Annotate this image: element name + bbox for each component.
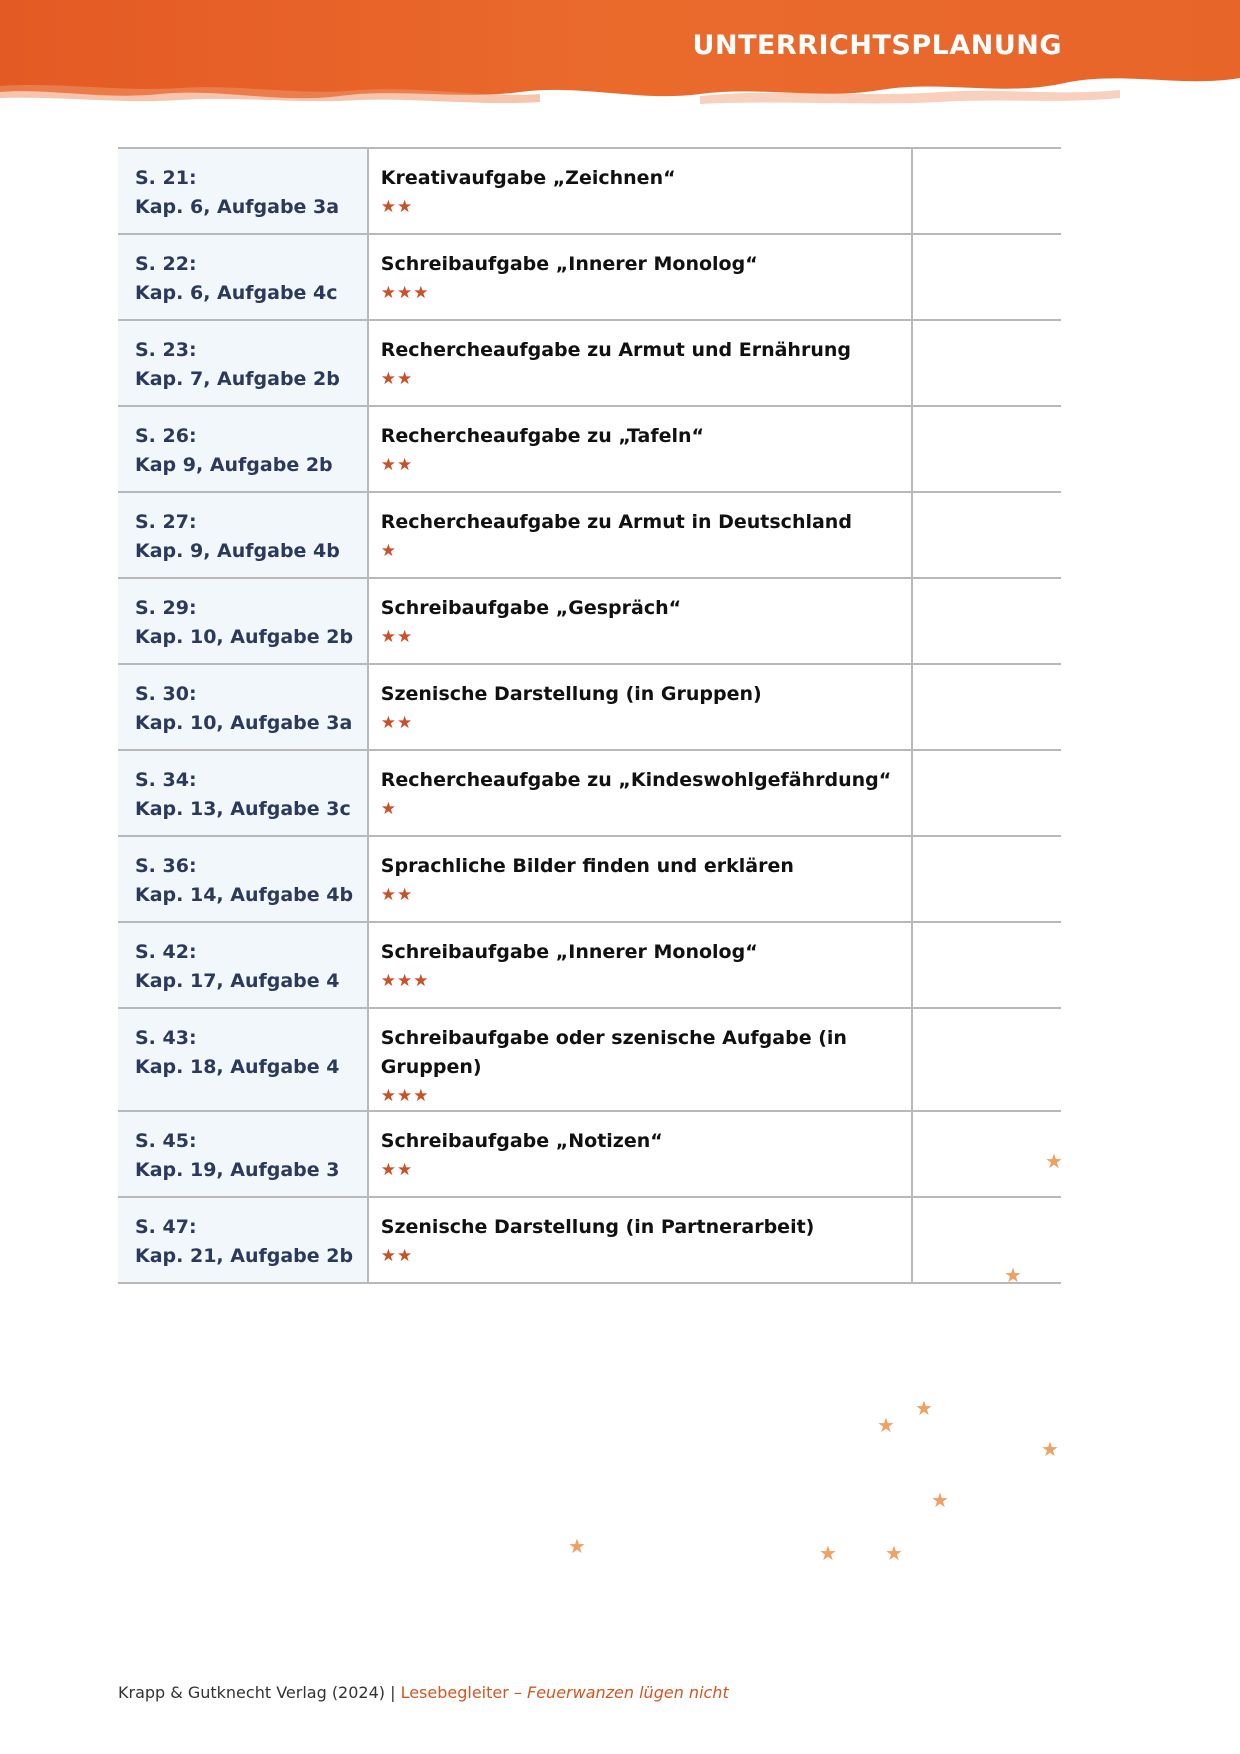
- task-title: Szenische Darstellung (in Partnerarbeit): [380, 1216, 815, 1238]
- reference-cell: [118, 1008, 368, 1111]
- table-row: [118, 664, 1061, 750]
- page-ref: S. 45:: [135, 1130, 197, 1152]
- task-title: Rechercheaufgabe zu „Tafeln“: [380, 425, 705, 447]
- task-cell: [368, 664, 912, 750]
- chapter-task-ref: Kap. 21, Aufgabe 2b: [135, 1245, 354, 1267]
- task-cell: [368, 234, 912, 320]
- table-row: [118, 148, 1061, 234]
- page-ref: S. 21:: [135, 167, 197, 189]
- table-row: [118, 750, 1061, 836]
- task-title: Schreibaufgabe „Gespräch“: [380, 597, 682, 619]
- notes-cell: [912, 750, 1062, 836]
- page-ref: S. 36:: [135, 855, 197, 877]
- notes-cell: [912, 1008, 1062, 1111]
- chapter-task-ref: Kap. 7, Aufgabe 2b: [135, 368, 340, 390]
- chapter-task-ref: Kap. 14, Aufgabe 4b: [135, 884, 354, 906]
- star-icon: ★: [1041, 1437, 1059, 1461]
- table-row: [118, 922, 1061, 1008]
- footer-publisher: Krapp & Gutknecht Verlag (2024) |: [118, 1683, 401, 1702]
- difficulty-stars: ★★: [380, 455, 414, 475]
- star-icon: ★: [568, 1534, 586, 1558]
- notes-cell: [912, 836, 1062, 922]
- reference-cell: [118, 406, 368, 492]
- table-row: [118, 492, 1061, 578]
- task-cell: [368, 750, 912, 836]
- difficulty-stars: ★★: [380, 197, 414, 217]
- chapter-task-ref: Kap. 19, Aufgabe 3: [135, 1159, 340, 1181]
- reference-cell: [118, 234, 368, 320]
- task-title: Kreativaufgabe „Zeichnen“: [380, 167, 676, 189]
- page-ref: S. 29:: [135, 597, 197, 619]
- table-row: [118, 578, 1061, 664]
- notes-cell: [912, 492, 1062, 578]
- reference-cell: [118, 1197, 368, 1283]
- star-icon: ★: [819, 1541, 837, 1565]
- difficulty-stars: ★: [380, 541, 398, 561]
- page-ref: S. 23:: [135, 339, 197, 361]
- difficulty-stars: ★: [380, 799, 398, 819]
- star-icon: ★: [931, 1488, 949, 1512]
- task-table-body: [118, 148, 1061, 1287]
- difficulty-stars: ★★: [380, 1160, 414, 1180]
- star-icon: ★: [885, 1541, 903, 1565]
- notes-cell: [912, 148, 1062, 234]
- chapter-task-ref: Kap 9, Aufgabe 2b: [135, 454, 333, 476]
- table-row: [118, 1197, 1061, 1283]
- footer-series: Lesebegleiter –: [400, 1683, 527, 1702]
- task-cell: [368, 1197, 912, 1283]
- notes-cell: [912, 234, 1062, 320]
- reference-cell: [118, 750, 368, 836]
- page-ref: S. 47:: [135, 1216, 197, 1238]
- star-icon: ★: [915, 1396, 933, 1420]
- table-row: [118, 234, 1061, 320]
- page-footer: [118, 1683, 729, 1702]
- table-row: [118, 836, 1061, 922]
- page-header-title: UNTERRICHTSPLANUNG: [692, 30, 1062, 61]
- task-title: Sprachliche Bilder finden und erklären: [380, 855, 794, 877]
- task-title: Rechercheaufgabe zu Armut in Deutschland: [380, 511, 852, 533]
- notes-cell: [912, 922, 1062, 1008]
- task-title: Szenische Darstellung (in Gruppen): [380, 683, 762, 705]
- task-cell: [368, 578, 912, 664]
- task-cell: [368, 1111, 912, 1197]
- chapter-task-ref: Kap. 9, Aufgabe 4b: [135, 540, 340, 562]
- star-icon: ★: [877, 1413, 895, 1437]
- chapter-task-ref: Kap. 10, Aufgabe 3a: [135, 712, 353, 734]
- notes-cell: [912, 1111, 1062, 1197]
- reference-cell: [118, 320, 368, 406]
- page-ref: S. 22:: [135, 253, 197, 275]
- task-cell: [368, 148, 912, 234]
- task-title: Schreibaufgabe „Innerer Monolog“: [380, 941, 758, 963]
- chapter-task-ref: Kap. 13, Aufgabe 3c: [135, 798, 351, 820]
- task-table: [118, 147, 1061, 1287]
- difficulty-stars: ★★: [380, 713, 414, 733]
- task-title: Schreibaufgabe „Innerer Monolog“: [380, 253, 758, 275]
- table-row: [118, 320, 1061, 406]
- chapter-task-ref: Kap. 10, Aufgabe 2b: [135, 626, 354, 648]
- task-cell: [368, 922, 912, 1008]
- reference-cell: [118, 836, 368, 922]
- task-title: Schreibaufgabe „Notizen“: [380, 1130, 663, 1152]
- notes-cell: [912, 664, 1062, 750]
- notes-cell: [912, 320, 1062, 406]
- reference-cell: [118, 492, 368, 578]
- reference-cell: [118, 922, 368, 1008]
- task-cell: [368, 320, 912, 406]
- page-ref: S. 27:: [135, 511, 197, 533]
- difficulty-stars: ★★: [380, 627, 414, 647]
- table-row: [118, 1111, 1061, 1197]
- difficulty-stars: ★★★: [380, 971, 430, 991]
- page-ref: S. 30:: [135, 683, 197, 705]
- reference-cell: [118, 148, 368, 234]
- task-title: Rechercheaufgabe zu Armut und Ernährung: [380, 339, 851, 361]
- task-cell: [368, 492, 912, 578]
- difficulty-stars: ★★★: [380, 1086, 430, 1106]
- task-cell: [368, 406, 912, 492]
- notes-cell: [912, 1197, 1062, 1287]
- reference-cell: [118, 578, 368, 664]
- chapter-task-ref: Kap. 17, Aufgabe 4: [135, 970, 340, 992]
- page-ref: S. 34:: [135, 769, 197, 791]
- star-icon: ★: [1045, 1149, 1063, 1173]
- page-ref: S. 43:: [135, 1027, 197, 1049]
- reference-cell: [118, 1111, 368, 1197]
- difficulty-stars: ★★★: [380, 283, 430, 303]
- table-row: [118, 406, 1061, 492]
- chapter-task-ref: Kap. 6, Aufgabe 4c: [135, 282, 338, 304]
- page-ref: S. 26:: [135, 425, 197, 447]
- star-icon: ★: [1004, 1263, 1022, 1287]
- chapter-task-ref: Kap. 18, Aufgabe 4: [135, 1056, 340, 1078]
- reference-cell: [118, 664, 368, 750]
- footer-book-title: Feuerwanzen lügen nicht: [527, 1683, 729, 1702]
- notes-cell: [912, 406, 1062, 492]
- task-title: Rechercheaufgabe zu „Kindeswohlgefährdung“: [380, 769, 892, 791]
- difficulty-stars: ★★: [380, 1246, 414, 1266]
- task-title: Schreibaufgabe oder szenische Aufgabe (in Gruppen): [380, 1027, 847, 1078]
- task-cell: [368, 836, 912, 922]
- task-cell: [368, 1008, 912, 1111]
- table-row: [118, 1008, 1061, 1111]
- page-ref: S. 42:: [135, 941, 197, 963]
- chapter-task-ref: Kap. 6, Aufgabe 3a: [135, 196, 340, 218]
- difficulty-stars: ★★: [380, 885, 414, 905]
- notes-cell: [912, 578, 1062, 664]
- difficulty-stars: ★★: [380, 369, 414, 389]
